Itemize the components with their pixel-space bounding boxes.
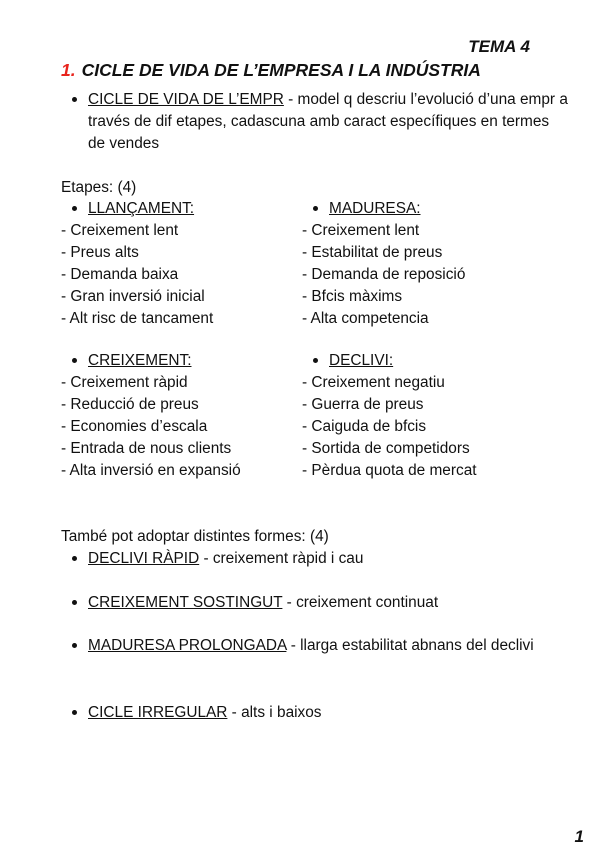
section-number: 1. [61, 60, 76, 80]
stage-item: - Creixement lent [302, 222, 420, 239]
forma-item [61, 592, 558, 614]
forma-description: - creixement ràpid i cau [199, 550, 364, 567]
forma-description: - alts i baixos [227, 704, 322, 721]
stage-title: LLANÇAMENT: [88, 200, 195, 217]
forma-description: - llarga estabilitat abnans del declivi [286, 637, 534, 654]
stage-item: - Guerra de preus [302, 396, 424, 413]
stage-maduresa [302, 198, 542, 330]
stage-item: - Gran inversió inicial [61, 288, 205, 305]
stage-item: - Sortida de competidors [302, 440, 470, 457]
forma-term: MADURESA PROLONGADA [88, 637, 287, 654]
topic-label: TEMA 4 [468, 37, 530, 56]
stage-heading [302, 350, 542, 372]
section-title [61, 60, 481, 81]
intro-description: - model q descriu l’evolució d’una empr a través de dif etapes, cadascuna amb caract específiques en termes de vendes [88, 91, 568, 152]
stage-item: - Reducció de preus [61, 396, 199, 413]
formes-label: També pot adoptar distintes formes: (4) [61, 528, 329, 545]
stage-item: - Pèrdua quota de mercat [302, 462, 477, 479]
stage-item: - Estabilitat de preus [302, 244, 443, 261]
stage-item: - Creixement negatiu [302, 374, 445, 391]
stage-heading [61, 198, 301, 220]
stage-item: - Creixement lent [61, 222, 179, 239]
stage-item: - Alt risc de tancament [61, 310, 214, 327]
forma-item [61, 548, 558, 570]
forma-description: - creixement continuat [282, 594, 439, 611]
stage-item: - Entrada de nous clients [61, 440, 232, 457]
stage-item: - Demanda baixa [61, 266, 179, 283]
stage-title: MADURESA: [329, 200, 421, 217]
forma-item [61, 635, 558, 657]
intro-term: CICLE DE VIDA DE L’EMPR [88, 91, 284, 108]
stage-item: - Alta competencia [302, 310, 429, 327]
page-number: 1 [574, 827, 584, 846]
section-title-text: CICLE DE VIDA DE L’EMPRESA I LA INDÚSTRIA [81, 60, 481, 80]
intro-definition [61, 89, 568, 155]
forma-item [61, 702, 558, 724]
stage-creixement [61, 350, 301, 482]
forma-term: DECLIVI RÀPID [88, 550, 200, 567]
stage-item: - Alta inversió en expansió [61, 462, 241, 479]
forma-term: CREIXEMENT SOSTINGUT [88, 594, 283, 611]
stage-llancament [61, 198, 301, 330]
forma-term: CICLE IRREGULAR [88, 704, 228, 721]
stage-item: - Preus alts [61, 244, 139, 261]
stage-title: CREIXEMENT: [88, 352, 192, 369]
stage-item: - Economies d’escala [61, 418, 208, 435]
stage-item: - Caiguda de bfcis [302, 418, 427, 435]
stage-item: - Bfcis màxims [302, 288, 403, 305]
etapes-label: Etapes: (4) [61, 179, 137, 196]
stage-item: - Demanda de reposició [302, 266, 466, 283]
stage-item: - Creixement ràpid [61, 374, 188, 391]
stage-heading [302, 198, 542, 220]
stage-heading [61, 350, 301, 372]
stage-declivi [302, 350, 542, 482]
stage-title: DECLIVI: [329, 352, 394, 369]
